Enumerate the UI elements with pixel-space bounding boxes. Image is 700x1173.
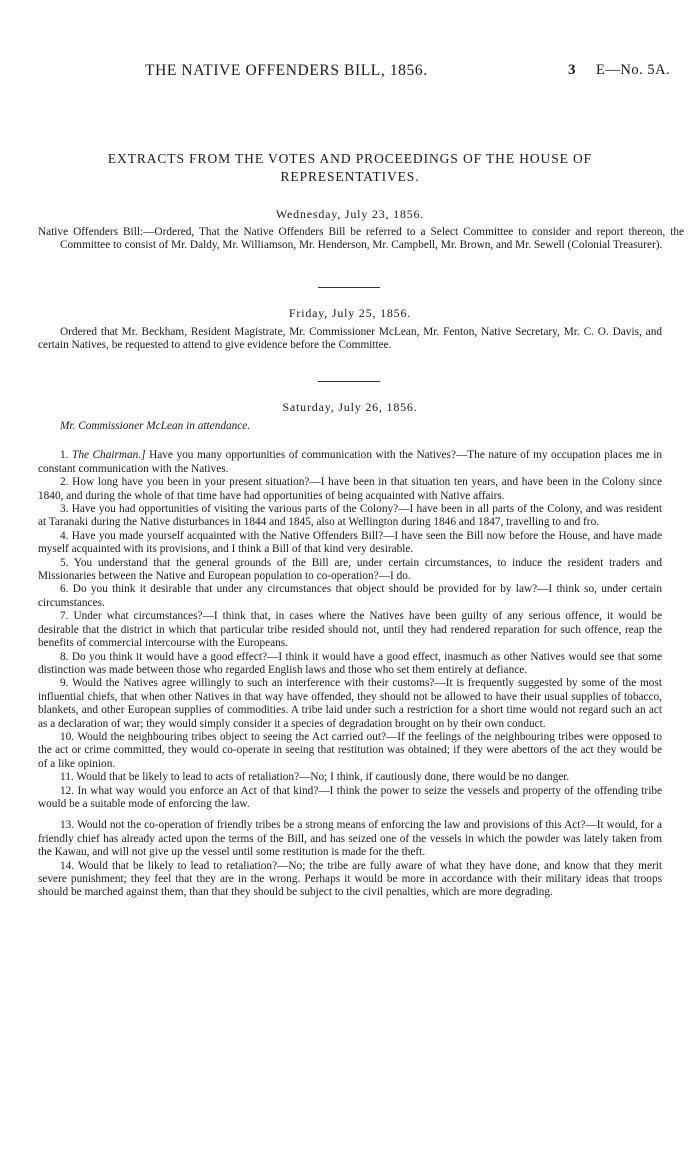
date-friday: Friday, July 25, 1856. (288, 306, 412, 320)
main-heading (40, 150, 660, 186)
attendance-note: Mr. Commissioner McLean in attendance. (60, 420, 251, 432)
paper-reference: E—No. 5A. (596, 62, 671, 78)
evidence-item: 2. How long have you been in your present situation?—I have been in that situation ten years, and have been in the Colony since 1840, and during the whole of that time have had opportunities of being acquainted with Native affairs. (38, 476, 662, 502)
running-title: THE NATIVE OFFENDERS BILL, 1856. (145, 62, 428, 79)
date-wednesday: Wednesday, July 23, 1856. (275, 207, 425, 221)
evidence-item: 12. In what way would you enforce an Act of that kind?—I think the power to seize the vessels and property of the offending tribe would be a suitable mode of enforcing the law. (38, 784, 662, 810)
evidence-item: 4. Have you made yourself acquainted with the Native Offenders Bill?—I have seen the Bill now before the House, and have made myself acquainted with its provisions, and I think a Bill of that kind very desirable. (38, 529, 662, 556)
evidence-item: 13. Would not the co-operation of friendly tribes be a strong means of enforcing the law and provisions of this Act?—It would, for a friendly chief has already acted upon the terms of the Bill, and has seized one of the vessels in which the powder was lately taken from the Kawau, and will not give up the vessel until some restitution is made for the theft. (38, 819, 662, 859)
evidence-item: 9. Would the Natives agree willingly to such an interference with their customs?—It is frequently suggested by some of the most influential chiefs, that when other Natives in that way have offended, they should not be allowed to have their usual supplies of tobacco, blankets, and other European supplies of commodities. A tribe laid under such a restriction for a short time would not regard such an act as a declaration of war; they would simply consider it a species of degradation brought on by their own conduct. (38, 677, 662, 730)
entry-wednesday-text: Native Offenders Bill:—Ordered, That the Native Offenders Bill be referred to a Select Committee to consider and report thereon, the Committee to consist of Mr. Daldy, Mr. Williamson, Mr. Henderson, Mr. Campbell, Mr. Brown, and Mr. Sewell (Colonial Treasurer). (38, 226, 684, 252)
section-divider (318, 287, 380, 288)
evidence-item: 5. You understand that the general grounds of the Bill are, under certain circumstances, to induce the resident traders and Missionaries between the Native and European population to co-operation?—I do. (38, 556, 662, 583)
question-number: 1. (60, 449, 69, 462)
main-heading-line-2: REPRESENTATIVES. (280, 169, 420, 184)
evidence-item: 6. Do you think it desirable that under any circumstances that object should be provided for by law?—I think so, under certain circumstances. (38, 583, 662, 609)
evidence-item: 8. Do you think it would have a good effect?—I think it would have a good effect, inasmuch as other Natives would see that some distinction was made between those who regarded English laws and those who set them entirely at defiance. (38, 650, 662, 676)
entry-friday-text: Ordered that Mr. Beckham, Resident Magistrate, Mr. Commissioner McLean, Mr. Fenton, Native Secretary, Mr. C. O. Davis, and certain Natives, be requested to attend to give evidence before the Committee. (38, 326, 662, 352)
evidence-item: 11. Would that be likely to lead to acts of retaliation?—No; I think, if cautiously done, there would be no danger. (60, 771, 570, 784)
date-saturday: Saturday, July 26, 1856. (282, 400, 418, 414)
evidence-item: 14. Would that be likely to lead to retaliation?—No; the tribe are fully aware of what they have done, and know that they merit severe punishment; they feel that they are in the wrong. Perhaps it would be more in accordance with their military ideas that troops should be marched against them, than that they should be subject to the civil penalties, which are more degrading. (38, 859, 662, 899)
running-header (0, 62, 700, 82)
evidence-section (38, 420, 662, 900)
page-number: 3 (568, 62, 576, 78)
evidence-item: 3. Have you had opportunities of visiting the various parts of the Colony?—I have been in all parts of the Colony, and was resident at Taranaki during the Native disturbances in 1844 and 1845, also at Wellington during 1846 and 1847, travelling to and fro. (38, 503, 662, 529)
question-text: Have you many opportunities of communication with the Natives?—The nature of my occupation places me in constant communication with the Natives. (38, 449, 663, 475)
evidence-item: 10. Would the neighbouring tribes object to seeing the Act carried out?—If the feelings of the neighbouring tribes were opposed to the act or crime committed, they would co-operate in seeing that restitution was obtained; if they were abettors of the act they would be of a like opinion. (38, 730, 662, 770)
evidence-item (38, 449, 662, 476)
section-divider (318, 381, 380, 382)
main-heading-line-1: EXTRACTS FROM THE VOTES AND PROCEEDINGS OF THE HOUSE OF (107, 151, 593, 166)
evidence-item: 7. Under what circumstances?—I think that, in cases where the Natives have been guilty of any serious offence, it would be desirable that the district in which that particular tribe resided should not, until they had rendered reparation for such offence, reap the benefits of commercial intercourse with the Europeans. (38, 610, 662, 650)
entry-friday (38, 326, 662, 353)
chairman-label: The Chairman.] (72, 449, 146, 462)
